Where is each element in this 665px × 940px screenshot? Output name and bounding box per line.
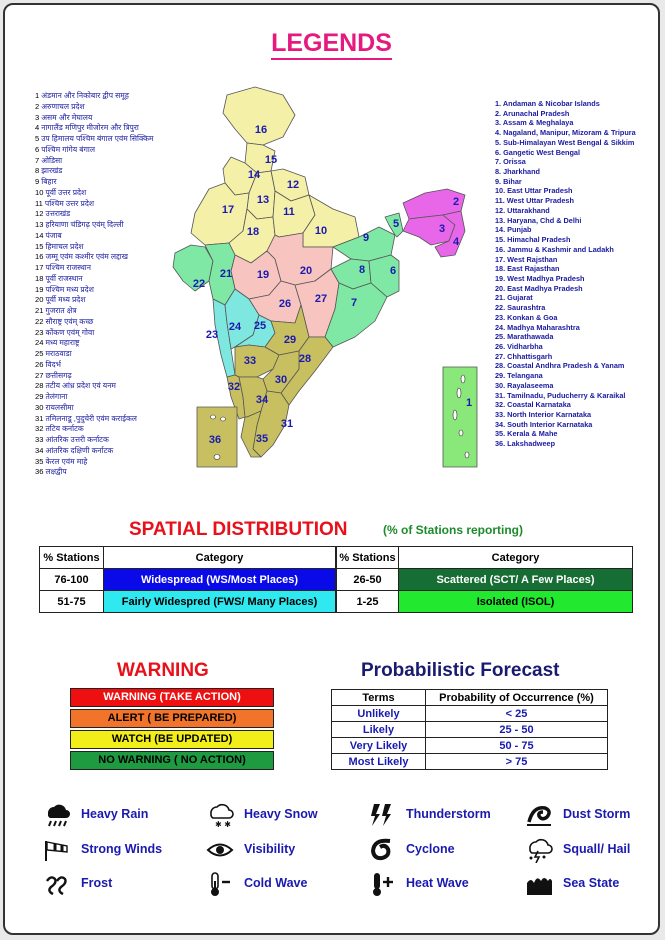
hindi-list-number: 11	[35, 198, 43, 208]
probabilistic-term: Unlikely	[332, 706, 426, 722]
map-region-label-7: 7	[350, 297, 358, 309]
hindi-list-number: 4	[35, 123, 40, 133]
hindi-list-number: 6	[35, 144, 40, 154]
english-list-item: 17. West Rajsthan	[495, 254, 558, 264]
probabilistic-table-header	[332, 690, 608, 706]
map-region-label-12: 12	[286, 179, 300, 191]
hindi-list-number: 15	[35, 241, 44, 251]
map-region-label-28: 28	[298, 353, 312, 365]
english-list-item: 10. East Uttar Pradesh	[495, 186, 573, 196]
hindi-list-text: पंजाब	[45, 230, 62, 240]
hindi-list-text: मध्य महाराष्ट्र	[45, 338, 80, 348]
map-region-label-6: 6	[389, 265, 397, 277]
hindi-list-text: हरियाणा चंडिगढ़ एवंम् दिल्ली	[45, 220, 124, 229]
nicobar-island-marker	[465, 452, 469, 458]
map-region-label-33: 33	[243, 355, 257, 367]
hindi-list-number: 14	[35, 230, 44, 240]
english-list-item: 5. Sub-Himalayan West Bengal & Sikkim	[495, 137, 635, 147]
english-list-item: 25. Marathawada	[495, 332, 554, 342]
english-region-list	[495, 99, 660, 449]
hindi-list-text: अंडमान और निकोबार द्वीप समूह	[41, 91, 129, 100]
lakshadweep-island-marker	[214, 455, 220, 460]
hindi-list-number: 19	[35, 284, 44, 294]
hindi-list-number: 16	[35, 252, 44, 262]
english-list-item: 18. East Rajasthan	[495, 264, 560, 274]
english-list-item: 24. Madhya Maharashtra	[495, 322, 580, 332]
probabilistic-value: 50 - 75	[426, 738, 608, 754]
hindi-list-text: गुजरात क्षेत्र	[45, 306, 77, 315]
hindi-list-number: 7	[35, 155, 40, 165]
map-region-label-9: 9	[362, 232, 370, 244]
map-region-label-26: 26	[278, 298, 292, 310]
header-terms: Terms	[332, 690, 426, 706]
english-list-item: 36. Lakshadweep	[495, 439, 556, 449]
map-region-label-32: 32	[227, 381, 241, 393]
hindi-list-text: कोंकण एवंम् गोवा	[45, 327, 95, 337]
hindi-list-number: 31	[35, 413, 44, 423]
region-10	[303, 195, 359, 247]
probabilistic-value: > 75	[426, 754, 608, 770]
strong-winds-icon	[43, 837, 71, 863]
squall-hail-icon	[525, 837, 553, 863]
legend-item-label: Thunderstorm	[406, 807, 491, 821]
hindi-list-number: 1	[35, 91, 40, 100]
hindi-list-text: विदर्भ	[45, 359, 62, 369]
region-1	[443, 367, 477, 467]
spatial-distribution-title: SPATIAL DISTRIBUTION	[129, 519, 348, 540]
hindi-list-number: 28	[35, 381, 44, 391]
map-region-label-19: 19	[256, 269, 270, 281]
map-region-label-2: 2	[452, 196, 460, 208]
hindi-list-number: 25	[35, 349, 44, 358]
legend-item-label: Frost	[81, 876, 113, 890]
english-list-item: 33. North Interior Karnataka	[495, 410, 592, 419]
header-pct: % Stations	[40, 547, 104, 569]
region-3	[403, 215, 455, 245]
english-list-item: 34. South Interior Karnataka	[495, 419, 593, 429]
english-list-item: 12. Uttarakhand	[495, 205, 550, 215]
hindi-list-text: सौराष्ट्र एवंम् कच्छ	[45, 316, 94, 326]
probabilistic-term: Most Likely	[332, 754, 426, 770]
spatial-table-left	[39, 546, 336, 613]
hindi-list-text: तटीय आंध्र प्रदेश एवं यनम	[45, 381, 116, 391]
thunderstorm-icon	[368, 802, 396, 828]
header-pct: % Stations	[337, 547, 399, 569]
spatial-distribution-subtitle: (% of Stations reporting)	[383, 523, 523, 537]
hindi-list-text: पश्चिम राजस्थान	[45, 263, 91, 272]
probabilistic-row	[332, 754, 608, 770]
hindi-list-text: मराठवाडा	[45, 349, 72, 358]
legend-item-label: Heat Wave	[406, 876, 469, 890]
legend-item-label: Strong Winds	[81, 842, 163, 856]
hindi-list-number: 20	[35, 295, 44, 305]
hindi-list-number: 26	[35, 359, 44, 369]
spatial-pct: 76-100	[40, 569, 104, 591]
hindi-list-number: 32	[35, 424, 44, 434]
hindi-list-text: जम्मू एवंम कश्मीर एवंम लद्दाख	[45, 252, 128, 262]
hindi-list-number: 29	[35, 392, 44, 401]
english-list-item: 23. Konkan & Goa	[495, 312, 558, 322]
svg-text:✱ ✱: ✱ ✱	[215, 820, 231, 828]
english-list-item: 3. Assam & Meghalaya	[495, 118, 574, 128]
hindi-list-number: 27	[35, 370, 44, 380]
map-region-label-4: 4	[452, 236, 460, 248]
map-region-label-27: 27	[314, 293, 328, 305]
hindi-list-text: केरल एवंम माहे	[45, 456, 88, 466]
warning-level: ALERT ( BE PREPARED)	[70, 709, 274, 728]
lakshadweep-island-marker	[221, 417, 226, 421]
hindi-list-number: 13	[35, 220, 44, 229]
hindi-list-number: 23	[35, 327, 44, 337]
andaman-island-marker	[453, 410, 457, 420]
legend-item-label: Heavy Rain	[81, 807, 149, 821]
dust-storm-icon	[525, 802, 553, 828]
legend-item-label: Dust Storm	[563, 807, 631, 821]
india-subdivision-map	[165, 85, 495, 475]
english-list-item: 16. Jammu & Kashmir and Ladakh	[495, 244, 614, 254]
hindi-list-number: 24	[35, 338, 44, 348]
hindi-list-number: 17	[35, 263, 44, 272]
english-list-item: 7. Orissa	[495, 157, 526, 167]
hindi-list-text: बिहार	[41, 177, 57, 186]
english-list-item: 22. Saurashtra	[495, 303, 546, 313]
spatial-row	[337, 569, 633, 591]
warning-level: WATCH (BE UPDATED)	[70, 730, 274, 749]
legend-page	[3, 3, 660, 935]
english-list-item: 6. Gangetic West Bengal	[495, 147, 581, 157]
hindi-list-number: 9	[35, 177, 40, 186]
english-list-item: 1. Andaman & Nicobar Islands	[495, 99, 600, 108]
english-list-item: 9. Bihar	[495, 176, 522, 186]
english-list-item: 26. Vidharbha	[495, 341, 543, 351]
probabilistic-value: 25 - 50	[426, 722, 608, 738]
english-list-item: 32. Coastal Karnataka	[495, 400, 571, 410]
map-region-label-3: 3	[438, 223, 446, 235]
probabilistic-term: Likely	[332, 722, 426, 738]
english-list-item: 20. East Madhya Pradesh	[495, 283, 583, 293]
english-list-item: 35. Kerala & Mahe	[495, 429, 558, 439]
page-title: LEGENDS	[5, 29, 658, 58]
warning-title: WARNING	[117, 660, 209, 681]
hindi-list-number: 33	[35, 435, 44, 444]
hindi-list-text: पूर्वी राजस्थान	[45, 273, 83, 283]
english-list-item: 15. Himachal Pradesh	[495, 235, 571, 245]
hindi-list-number: 2	[35, 101, 40, 111]
hindi-list-number: 8	[35, 166, 40, 176]
hindi-list-text: रायलसीमा	[45, 402, 74, 412]
hindi-list-text: तटिय कर्नाटक	[45, 424, 84, 434]
hindi-list-text: पूर्वी उत्तर प्रदेश	[45, 187, 87, 197]
legend-item-label: Cyclone	[406, 842, 455, 856]
map-region-label-15: 15	[264, 154, 278, 166]
map-region-label-31: 31	[280, 418, 294, 430]
legend-item-label: Squall/ Hail	[563, 842, 631, 856]
hindi-list-text: छत्तीसगढ़	[45, 370, 72, 380]
probabilistic-value: < 25	[426, 706, 608, 722]
heavy-snow-icon	[206, 802, 234, 828]
map-region-label-30: 30	[274, 374, 288, 386]
hindi-list-text: पश्चिम मध्य प्रदेश	[45, 284, 94, 294]
english-list-item: 29. Telangana	[495, 371, 543, 381]
spatial-pct: 1-25	[337, 591, 399, 613]
map-region-label-8: 8	[358, 264, 366, 276]
hindi-list-text: पश्चिम गांगेय बंगाल	[41, 144, 95, 154]
map-region-label-16: 16	[254, 124, 268, 136]
hindi-list-text: लक्षद्वीप	[45, 467, 67, 477]
english-list-item: 2. Arunachal Pradesh	[495, 108, 570, 118]
hindi-list-text: तेलंगाना	[45, 392, 68, 401]
map-region-label-20: 20	[299, 265, 313, 277]
map-region-label-13: 13	[256, 194, 270, 206]
hindi-list-text: उत्तराखंड	[45, 209, 71, 219]
map-region-label-22: 22	[192, 278, 206, 290]
map-region-label-1: 1	[465, 397, 473, 409]
spatial-row	[337, 591, 633, 613]
map-region-label-14: 14	[247, 169, 261, 181]
andaman-island-marker	[457, 388, 461, 398]
map-region-label-21: 21	[219, 268, 233, 280]
english-list-item: 28. Coastal Andhra Pradesh & Yanam	[495, 361, 625, 371]
spatial-category: Scattered (SCT/ A Few Places)	[399, 569, 633, 591]
spatial-category: Fairly Widespred (FWS/ Many Places)	[104, 591, 336, 613]
map-region-label-25: 25	[253, 320, 267, 332]
lakshadweep-island-marker	[211, 415, 216, 419]
hindi-list-text: नागालैंड मणिपुर मीजोरम और त्रिपुरा	[41, 123, 139, 133]
map-region-label-34: 34	[255, 394, 269, 406]
english-list-item: 8. Jharkhand	[495, 167, 541, 177]
hindi-list-text: झारखंड	[41, 166, 63, 176]
map-region-label-11: 11	[283, 206, 295, 218]
probabilistic-forecast-title: Probabilistic Forecast	[361, 660, 560, 681]
map-region-label-35: 35	[255, 433, 269, 445]
english-list-item: 30. Rayalaseema	[495, 380, 554, 390]
spatial-pct: 26-50	[337, 569, 399, 591]
map-region-label-29: 29	[283, 334, 297, 346]
visibility-icon	[206, 837, 234, 863]
hindi-list-number: 3	[35, 112, 40, 122]
english-list-item: 4. Nagaland, Manipur, Mizoram & Tripura	[495, 128, 636, 138]
hindi-list-text: पूर्वी मध्य प्रदेश	[45, 295, 86, 305]
legend-item-label: Heavy Snow	[244, 807, 318, 821]
hindi-list-text: तमिलनाडू ,पुदुचेरी एवंम कराईकल	[45, 413, 137, 423]
warning-level: WARNING (TAKE ACTION)	[70, 688, 274, 707]
english-list-item: 11. West Uttar Pradesh	[495, 196, 574, 206]
hindi-list-text: उप हिमालय पश्चिम बंगाल एवंम सिक्किम	[41, 134, 154, 143]
map-region-label-18: 18	[246, 226, 260, 238]
cold-wave-icon	[206, 871, 234, 897]
hindi-list-text: असम और मेघालय	[41, 112, 93, 122]
english-list-item: 13. Haryana, Chd & Delhi	[495, 215, 582, 225]
hindi-list-text: ओडिसा	[41, 155, 63, 165]
english-list-item: 14. Punjab	[495, 225, 532, 235]
map-region-label-17: 17	[221, 204, 235, 216]
map-region-label-36: 36	[208, 434, 222, 446]
hindi-list-number: 12	[35, 209, 44, 219]
header-probability: Probability of Occurrence (%)	[426, 690, 608, 706]
hindi-list-number: 34	[35, 445, 44, 455]
probabilistic-row	[332, 706, 608, 722]
legend-item-label: Cold Wave	[244, 876, 308, 890]
spatial-row	[40, 591, 336, 613]
spatial-table-right	[336, 546, 633, 613]
hindi-list-text: हिमाचल प्रदेश	[45, 241, 84, 251]
hindi-list-text: आंतरिक उत्तरी कर्नाटक	[45, 435, 109, 444]
sea-state-icon	[525, 871, 553, 897]
hindi-list-number: 36	[35, 467, 44, 477]
nicobar-island-marker	[459, 430, 463, 436]
map-region-label-23: 23	[205, 329, 219, 341]
hindi-list-number: 22	[35, 316, 44, 326]
probabilistic-row	[332, 738, 608, 754]
hindi-list-text: आंतरिक दक्षिणी कर्नाटक	[45, 445, 114, 455]
frost-icon	[43, 871, 71, 897]
hindi-list-number: 35	[35, 456, 44, 466]
legend-item-label: Visibility	[244, 842, 296, 856]
map-region-label-5: 5	[392, 218, 400, 230]
hindi-list-number: 21	[35, 306, 44, 315]
hindi-list-number: 5	[35, 134, 40, 143]
english-list-item: 21. Gujarat	[495, 293, 533, 303]
hindi-list-text: पश्चिम उत्तर प्रदेश	[44, 198, 95, 208]
warning-level: NO WARNING ( NO ACTION)	[70, 751, 274, 770]
spatial-pct: 51-75	[40, 591, 104, 613]
region-16	[223, 87, 295, 145]
hindi-list-number: 30	[35, 402, 44, 412]
hindi-list-number: 10	[35, 187, 44, 197]
spatial-table-header	[337, 547, 633, 569]
probabilistic-table	[331, 689, 608, 770]
spatial-category: Isolated (ISOL)	[399, 591, 633, 613]
spatial-category: Widespread (WS/Most Places)	[104, 569, 336, 591]
english-list-item: 27. Chhattisgarh	[495, 351, 553, 361]
map-region-label-24: 24	[228, 321, 242, 333]
heavy-rain-icon	[43, 802, 71, 828]
probabilistic-row	[332, 722, 608, 738]
english-list-item: 31. Tamilnadu, Puducherry & Karaikal	[495, 390, 626, 400]
spatial-row	[40, 569, 336, 591]
probabilistic-term: Very Likely	[332, 738, 426, 754]
map-region-label-10: 10	[314, 225, 328, 237]
english-list-item: 19. West Madhya Pradesh	[495, 273, 585, 283]
heat-wave-icon	[368, 871, 396, 897]
header-category: Category	[399, 547, 633, 569]
spatial-table-header	[40, 547, 336, 569]
andaman-island-marker	[461, 375, 465, 383]
hindi-list-text: अरुणाचल प्रदेश	[41, 101, 85, 111]
cyclone-icon	[368, 837, 396, 863]
header-category: Category	[104, 547, 336, 569]
hindi-list-number: 18	[35, 273, 44, 283]
legend-item-label: Sea State	[563, 876, 620, 890]
